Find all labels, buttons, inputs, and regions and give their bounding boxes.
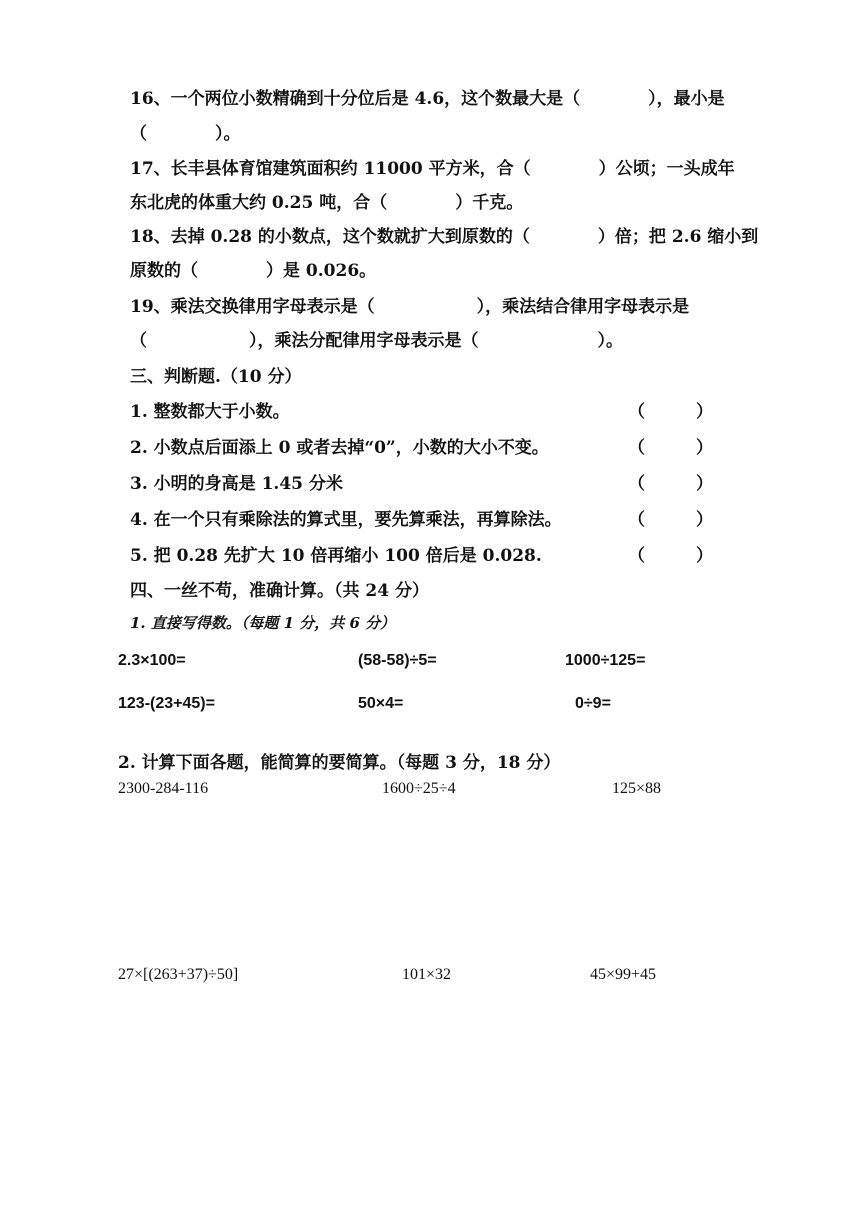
calc-part2-title: 2. 计算下面各题，能简算的要简算。（每题 3 分，18 分） [118, 753, 561, 773]
calc-part2-item-5: 101×32 [402, 966, 452, 983]
question-19-line-1: 19、乘法交换律用字母表示是（ ），乘法结合律用字母表示是 [130, 297, 690, 317]
calc-part2-item-4: 27×[(263+37)÷50] [118, 966, 239, 983]
section-calc-heading: 四、一丝不苟，准确计算。（共 24 分） [130, 581, 429, 601]
calc-part1-item-6: 0÷9= [575, 695, 611, 712]
question-16-line-1: 16、一个两位小数精确到十分位后是 4.6，这个数最大是（ ），最小是 [130, 89, 725, 109]
calc-part2-item-3: 125×88 [612, 780, 662, 797]
question-16-line-2: （ ）。 [130, 124, 241, 144]
question-18-line-1: 18、去掉 0.28 的小数点，这个数就扩大到原数的（ ）倍；把 2.6 缩小到 [130, 227, 759, 247]
calc-part1-item-4: 123-(23+45)= [118, 695, 215, 712]
judge-answer-5: （ ） [628, 546, 713, 566]
judge-answer-1: （ ） [628, 402, 713, 422]
calc-part2-item-6: 45×99+45 [590, 966, 657, 983]
calc-part2-item-2: 1600÷25÷4 [382, 780, 456, 797]
question-17-line-1: 17、长丰县体育馆建筑面积约 11000 平方米，合（ ）公顷；一头成年 [130, 159, 735, 179]
calc-part1-item-1: 2.3×100= [118, 652, 186, 669]
judge-answer-3: （ ） [628, 474, 713, 494]
calc-part1-item-5: 50×4= [358, 695, 404, 712]
judge-item-1: 1. 整数都大于小数。 [130, 402, 290, 422]
judge-item-5: 5. 把 0.28 先扩大 10 倍再缩小 100 倍后是 0.028. [130, 546, 542, 566]
calc-part1-item-3: 1000÷125= [565, 652, 646, 669]
question-17-line-2: 东北虎的体重大约 0.25 吨，合（ ）千克。 [130, 193, 524, 213]
judge-answer-4: （ ） [628, 510, 713, 530]
question-19-line-2: （ ），乘法分配律用字母表示是（ ）。 [130, 331, 623, 351]
judge-item-4: 4. 在一个只有乘除法的算式里，要先算乘法，再算除法。 [130, 510, 562, 530]
section-judge-heading: 三、判断题.（10 分） [130, 367, 302, 387]
calc-part1-item-2: (58-58)÷5= [358, 652, 437, 669]
judge-answer-2: （ ） [628, 438, 713, 458]
judge-item-2: 2. 小数点后面添上 0 或者去掉“0”，小数的大小不变。 [130, 438, 549, 458]
calc-part2-item-1: 2300-284-116 [118, 780, 209, 797]
question-18-line-2: 原数的（ ）是 0.026。 [130, 261, 377, 281]
judge-item-3: 3. 小明的身高是 1.45 分米 [130, 474, 343, 494]
calc-part1-title: 1. 直接写得数。（每题 1 分，共 6 分） [130, 614, 396, 632]
